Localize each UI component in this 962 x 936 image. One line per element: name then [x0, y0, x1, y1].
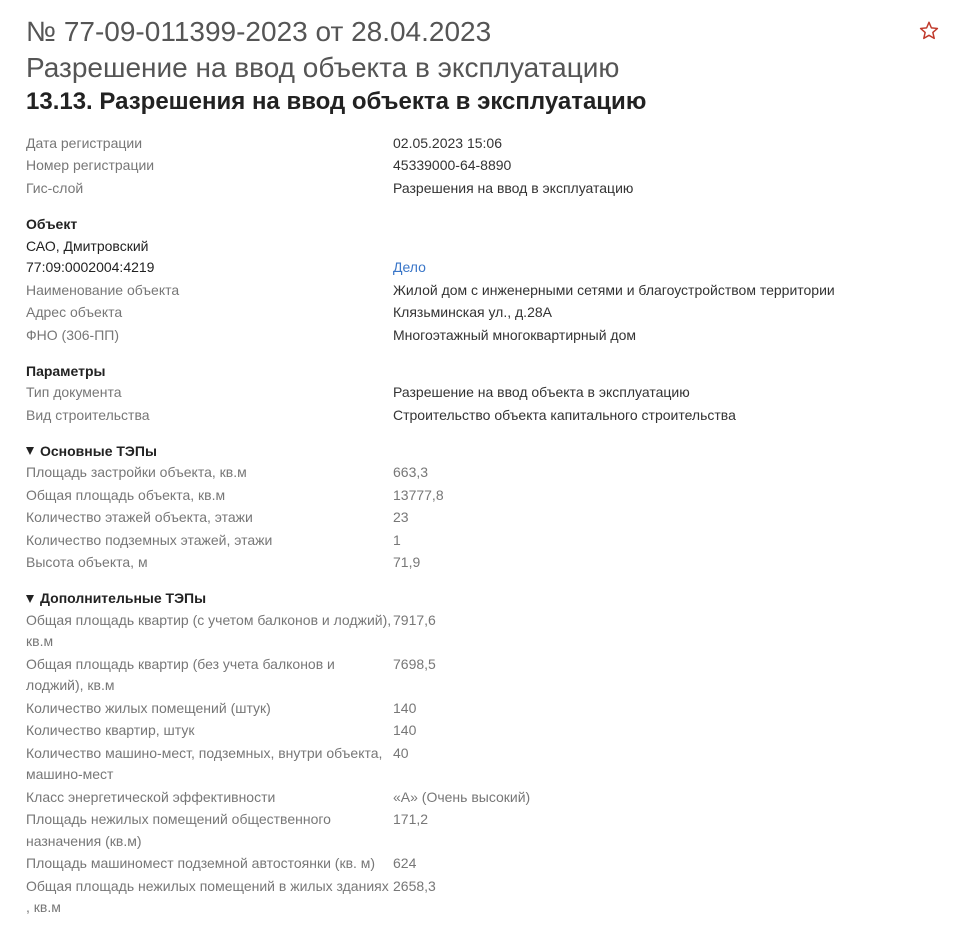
row-label: Номер регистрации [26, 157, 155, 173]
document-category: 13.13. Разрешения на ввод объекта в эксплуатацию [26, 88, 647, 115]
row-label: Тип документа [26, 384, 122, 400]
tep-row [26, 552, 946, 575]
row-label: Высота объекта, м [26, 554, 148, 570]
info-row [26, 404, 946, 427]
caret-down-icon [26, 595, 34, 603]
info-row [26, 302, 946, 325]
row-label: Количество жилых помещений (штук) [26, 699, 271, 716]
row-value: Строительство объекта капитального строительства [393, 406, 736, 423]
extra-tep-section [26, 588, 946, 919]
section-heading-object: Объект [26, 215, 78, 232]
extra-tep-toggle[interactable] [26, 588, 946, 609]
row-value: 171,2 [393, 811, 429, 827]
tep-row [26, 720, 946, 743]
row-value: 23 [393, 509, 409, 525]
section-heading-extra-tep: Дополнительные ТЭПы [40, 590, 207, 606]
row-value: Многоэтажный многоквартирный дом [393, 326, 637, 343]
row-value: 13777,8 [393, 486, 444, 503]
row-value: 40 [393, 744, 409, 761]
tep-row [26, 697, 946, 720]
info-row [26, 155, 946, 178]
row-label: Класс энергетической эффективности [26, 788, 276, 805]
tep-row [26, 875, 946, 919]
row-value: «А» (Очень высокий) [393, 788, 531, 805]
info-row [26, 279, 946, 302]
row-label: Вид строительства [26, 406, 150, 423]
document-number: № 77-09-011399-2023 от 28.04.2023 [26, 16, 492, 47]
main-tep-section [26, 441, 946, 575]
object-district: САО, Дмитровский [26, 237, 149, 254]
row-value: Жилой дом с инженерными сетями и благоустройством территории [393, 281, 835, 298]
row-value: 71,9 [393, 554, 421, 570]
cadastral-number: 77:09:0002004:4219 [26, 259, 155, 275]
row-label: Количество этажей объекта, этажи [26, 509, 253, 525]
row-label: Дата регистрации [26, 134, 143, 151]
object-section [26, 214, 946, 347]
row-value: Разрешение на ввод объекта в эксплуатацию [393, 384, 690, 400]
main-tep-toggle[interactable] [26, 441, 946, 462]
row-value: 140 [393, 722, 417, 738]
row-label: Количество подземных этажей, этажи [26, 531, 273, 548]
row-label: Адрес объекта [26, 304, 123, 320]
info-row [26, 177, 946, 200]
row-value: 02.05.2023 15:06 [393, 134, 502, 151]
row-label: Общая площадь квартир (без учета балконов и лоджий), кв.м [26, 655, 335, 693]
row-label: Площадь застройки объекта, кв.м [26, 464, 247, 480]
row-label: ФНО (306-ПП) [26, 326, 120, 343]
tep-row [26, 609, 946, 653]
row-label: Площадь машиномест подземной автостоянки (кв. м) [26, 855, 376, 871]
row-label: Площадь нежилых помещений общественного назначения (кв.м) [26, 811, 331, 849]
row-label: Общая площадь нежилых помещений в жилых зданиях , кв.м [26, 877, 389, 915]
row-value: 7917,6 [393, 611, 436, 628]
row-value: 7698,5 [393, 655, 436, 672]
info-row [26, 132, 946, 155]
section-heading-main-tep: Основные ТЭПы [40, 442, 157, 459]
tep-row [26, 809, 946, 853]
tep-row [26, 462, 946, 485]
row-value: 140 [393, 699, 417, 716]
row-label: Количество машино-мест, подземных, внутри объекта, машино-мест [26, 744, 383, 782]
row-value: 2658,3 [393, 877, 436, 894]
row-value: Разрешения на ввод в эксплуатацию [393, 179, 634, 196]
info-row [26, 257, 946, 280]
row-label: Гис-слой [26, 179, 84, 196]
row-value: 624 [393, 855, 417, 871]
tep-row [26, 507, 946, 530]
row-value: 1 [393, 531, 401, 548]
document-title: Разрешение на ввод объекта в эксплуатацию [26, 52, 620, 83]
case-link[interactable]: Дело [393, 259, 426, 275]
info-row [26, 382, 946, 405]
tep-row [26, 484, 946, 507]
registration-block [26, 132, 946, 200]
caret-down-icon [26, 447, 34, 455]
tep-row [26, 742, 946, 786]
section-heading-parameters: Параметры [26, 362, 106, 379]
row-value: Клязьминская ул., д.28А [393, 304, 552, 320]
row-label: Количество квартир, штук [26, 722, 195, 738]
info-row [26, 324, 946, 347]
tep-row [26, 653, 946, 697]
row-value: 663,3 [393, 464, 429, 480]
row-label: Общая площадь квартир (с учетом балконов и лоджий), кв.м [26, 611, 392, 649]
row-label: Наименование объекта [26, 281, 180, 298]
row-value: 45339000-64-8890 [393, 157, 512, 173]
document-card [26, 14, 946, 919]
tep-row [26, 853, 946, 876]
parameters-section [26, 361, 946, 427]
tep-row [26, 529, 946, 552]
row-label: Общая площадь объекта, кв.м [26, 486, 226, 503]
tep-row [26, 786, 946, 809]
